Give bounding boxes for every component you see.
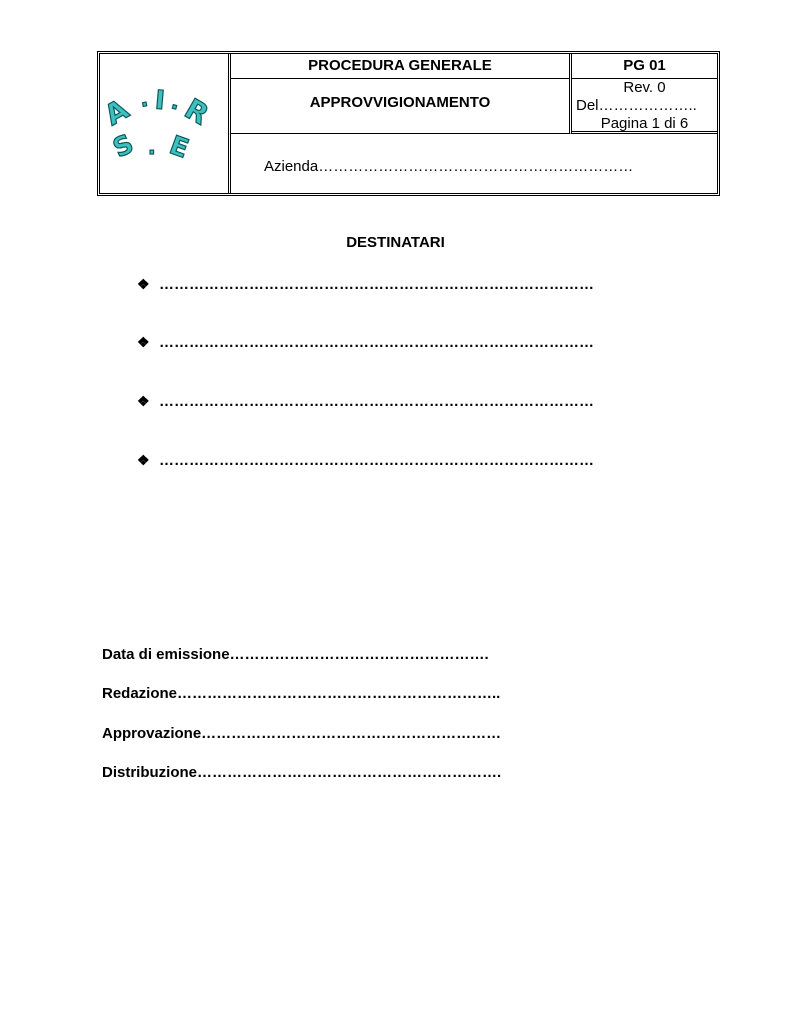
svg-text:.: . xyxy=(148,135,156,159)
recipient-item xyxy=(137,334,594,351)
recipient-line: …………………………………………………………………………… xyxy=(159,276,594,293)
title-cell xyxy=(231,54,572,134)
company-cell xyxy=(231,134,717,193)
svg-text:S: S xyxy=(108,129,139,165)
page-number: Pagina 1 di 6 xyxy=(600,115,689,132)
svg-text:A: A xyxy=(100,92,135,132)
recipient-line: …………………………………………………………………………… xyxy=(159,452,594,469)
svg-text:R: R xyxy=(179,92,215,132)
svg-text:.: . xyxy=(169,89,183,115)
issue-date-field: Data di emissione……………………………………………. xyxy=(102,646,489,663)
recipient-item xyxy=(137,276,594,293)
diamond-bullet-icon: ❖ xyxy=(137,452,150,468)
company-field: Azienda……………………………………………………… xyxy=(264,158,634,175)
recipient-item xyxy=(137,452,594,469)
svg-text:E: E xyxy=(165,130,193,165)
recipients-title: DESTINATARI xyxy=(346,234,445,251)
logo-cell xyxy=(100,54,231,193)
recipient-line: …………………………………………………………………………… xyxy=(159,334,594,351)
document-header xyxy=(97,51,720,196)
approval-field: Approvazione…………………………………………………… xyxy=(102,725,502,742)
diamond-bullet-icon: ❖ xyxy=(137,334,150,350)
recipient-line: …………………………………………………………………………… xyxy=(159,393,594,410)
svg-text:.: . xyxy=(137,86,150,112)
logo-airse-icon xyxy=(100,54,225,193)
diamond-bullet-icon: ❖ xyxy=(137,393,150,409)
date-field: Del……………….. xyxy=(576,97,697,114)
code-cell xyxy=(572,54,717,134)
procedure-title: PROCEDURA GENERALE xyxy=(231,54,569,79)
procedure-subtitle: APPROVVIGIONAMENTO xyxy=(309,94,491,111)
revision-label: Rev. 0 xyxy=(623,79,666,96)
recipient-item xyxy=(137,393,594,410)
drafting-field: Redazione……………………………………………………….. xyxy=(102,685,501,702)
procedure-code: PG 01 xyxy=(572,54,717,79)
distribution-field: Distribuzione……………………………………………………. xyxy=(102,764,502,781)
diamond-bullet-icon: ❖ xyxy=(137,276,150,292)
svg-text:I: I xyxy=(153,85,167,117)
